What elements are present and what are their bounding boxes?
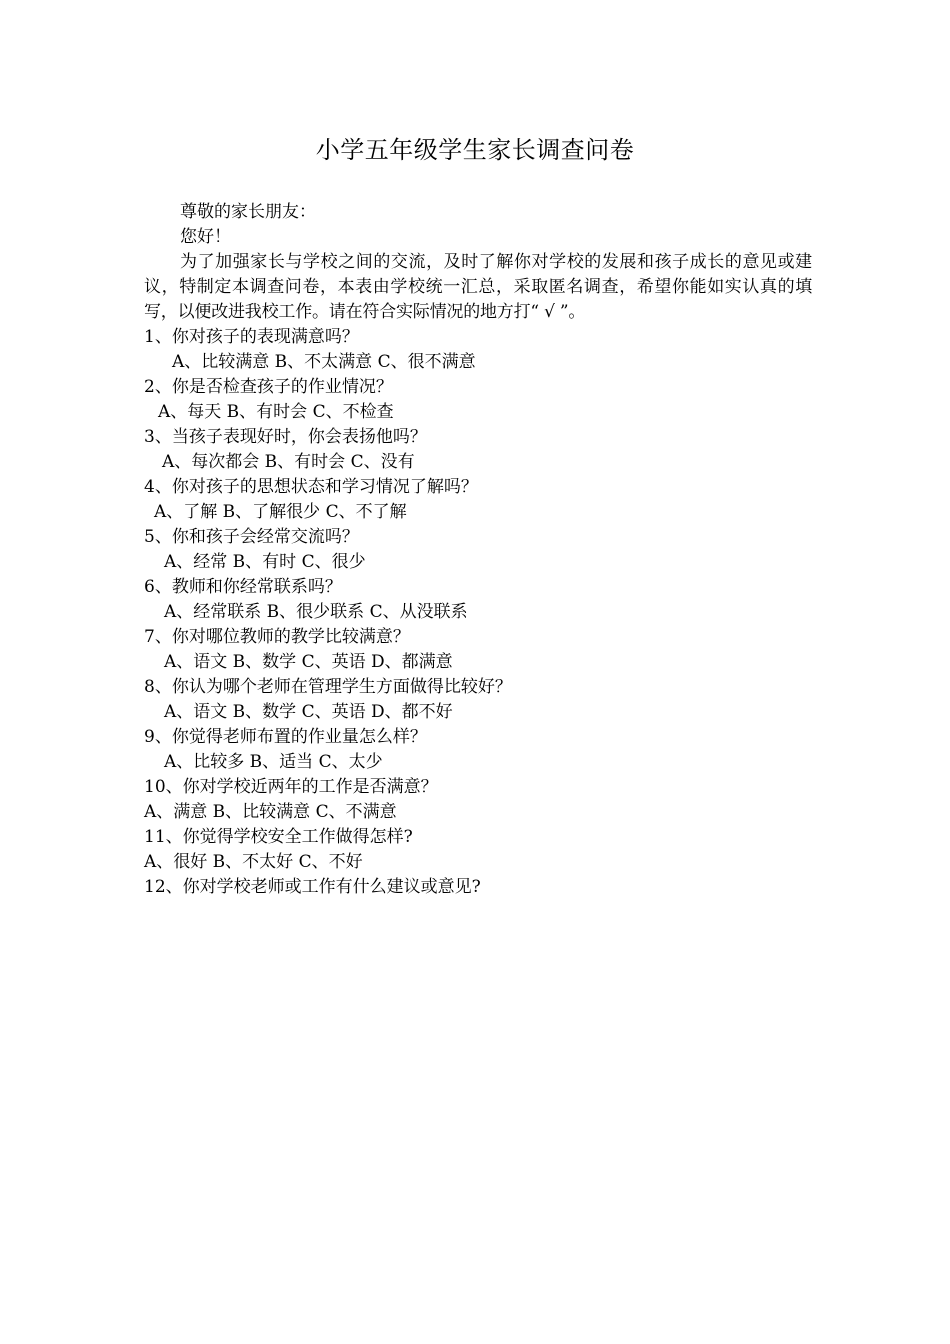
intro-paragraph: 为了加强家长与学校之间的交流，及时了解你对学校的发展和孩子成长的意见或建议，特制定本调查问卷，本表由学校统一汇总，采取匿名调查，希望你能如实认真的填写，以便改进我校工作。请在符合实际情况的地方打“ √ ”。 bbox=[144, 252, 812, 322]
question-8: 8、你认为哪个老师在管理学生方面做得比较好？ bbox=[144, 677, 512, 697]
question-4-options: A、了解 B、了解很少 C、不了解 bbox=[154, 502, 407, 522]
page-title: 小学五年级学生家长调查问卷 bbox=[315, 136, 635, 164]
question-3: 3、当孩子表现好时，你会表扬他吗？ bbox=[144, 427, 427, 447]
question-11-options: A、很好 B、不太好 C、不好 bbox=[144, 852, 363, 872]
question-2-options: A、每天 B、有时会 C、不检查 bbox=[158, 402, 394, 422]
question-2: 2、你是否检查孩子的作业情况？ bbox=[144, 377, 393, 397]
question-8-options: A、语文 B、数学 C、英语 D、都不好 bbox=[164, 702, 453, 722]
question-11: 11、你觉得学校安全工作做得怎样? bbox=[144, 827, 413, 847]
question-6-options: A、经常联系 B、很少联系 C、从没联系 bbox=[164, 602, 468, 622]
question-4: 4、你对孩子的思想状态和学习情况了解吗？ bbox=[144, 477, 478, 497]
question-7-options: A、语文 B、数学 C、英语 D、都满意 bbox=[164, 652, 453, 672]
question-10-options: A、满意 B、比较满意 C、不满意 bbox=[144, 802, 397, 822]
hello-text: 您好！ bbox=[180, 227, 231, 247]
question-6: 6、教师和你经常联系吗？ bbox=[144, 577, 342, 597]
question-3-options: A、每次都会 B、有时会 C、没有 bbox=[162, 452, 415, 472]
question-5: 5、你和孩子会经常交流吗？ bbox=[144, 527, 359, 547]
document-body bbox=[144, 200, 812, 900]
question-9: 9、你觉得老师布置的作业量怎么样？ bbox=[144, 727, 427, 747]
question-10: 10、你对学校近两年的工作是否满意？ bbox=[144, 777, 438, 797]
question-1-options: A、比较满意 B、不太满意 C、很不满意 bbox=[172, 352, 476, 372]
question-7: 7、你对哪位教师的教学比较满意？ bbox=[144, 627, 410, 647]
question-1: 1、你对孩子的表现满意吗？ bbox=[144, 327, 359, 347]
question-5-options: A、经常 B、有时 C、很少 bbox=[164, 552, 366, 572]
question-12: 12、你对学校老师或工作有什么建议或意见? bbox=[144, 877, 481, 897]
question-9-options: A、比较多 B、适当 C、太少 bbox=[164, 752, 383, 772]
greeting: 尊敬的家长朋友： bbox=[180, 202, 316, 222]
